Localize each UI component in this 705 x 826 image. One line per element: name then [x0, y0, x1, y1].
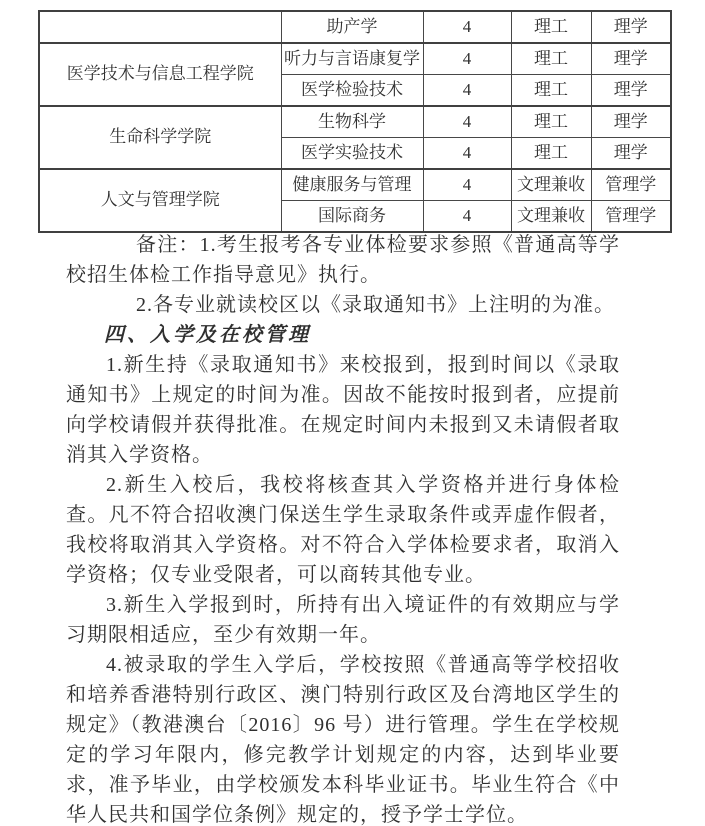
major-cell: 健康服务与管理 — [281, 169, 423, 201]
years-cell: 4 — [423, 138, 511, 170]
degree-cell: 理学 — [591, 11, 671, 43]
major-cell: 医学实验技术 — [281, 138, 423, 170]
table-row — [39, 43, 671, 75]
table-row — [39, 106, 671, 138]
years-cell: 4 — [423, 106, 511, 138]
major-cell: 生物科学 — [281, 106, 423, 138]
subject-cell: 理工 — [511, 106, 591, 138]
subject-cell: 文理兼收 — [511, 169, 591, 201]
college-cell: 人文与管理学院 — [39, 169, 281, 232]
major-cell: 听力与言语康复学 — [281, 43, 423, 75]
college-cell: 生命科学学院 — [39, 106, 281, 169]
major-cell: 国际商务 — [281, 201, 423, 233]
document-body — [66, 230, 620, 826]
years-cell: 4 — [423, 169, 511, 201]
section-heading: 四、入学及在校管理 — [104, 324, 311, 346]
note-paragraph-1: 备注：1.考生报考各专业体检要求参照《普通高等学校招生体检工作指导意见》执行。 — [66, 234, 620, 286]
degree-cell: 理学 — [591, 106, 671, 138]
table-row — [39, 169, 671, 201]
paragraph-2: 2.新生入校后，我校将核查其入学资格并进行身体检查。凡不符合招收澳门保送生学生录取条件或弄虚作假者，我校将取消其入学资格。对不符合入学体检要求者，取消入学资格；仅专业受限者，可以商转其他专业。 — [66, 474, 620, 586]
college-cell: 医学技术与信息工程学院 — [39, 43, 281, 106]
subject-cell: 理工 — [511, 43, 591, 75]
major-cell: 助产学 — [281, 11, 423, 43]
major-cell: 医学检验技术 — [281, 75, 423, 107]
college-cell — [39, 11, 281, 43]
degree-cell: 管理学 — [591, 169, 671, 201]
subject-cell: 文理兼收 — [511, 201, 591, 233]
subject-cell: 理工 — [511, 138, 591, 170]
degree-cell: 理学 — [591, 43, 671, 75]
degree-cell: 理学 — [591, 75, 671, 107]
degree-cell: 管理学 — [591, 201, 671, 233]
note-paragraph-2: 2.各专业就读校区以《录取通知书》上注明的为准。 — [136, 294, 615, 316]
majors-table — [38, 10, 672, 233]
years-cell: 4 — [423, 11, 511, 43]
subject-cell: 理工 — [511, 11, 591, 43]
subject-cell: 理工 — [511, 75, 591, 107]
years-cell: 4 — [423, 201, 511, 233]
paragraph-4: 4.被录取的学生入学后，学校按照《普通高等学校招收和培养香港特别行政区、澳门特别行政区及台湾地区学生的规定》（教港澳台〔2016〕96 号）进行管理。学生在学校规定的学习年限内，修完教学计划规定的内容，达到毕业要求，准予毕业，由学校颁发本科毕业证书。毕业生符合《中华人民共和国学位条例》规定的，授予学士学位。 — [66, 654, 620, 826]
degree-cell: 理学 — [591, 138, 671, 170]
paragraph-3: 3.新生入学报到时，所持有出入境证件的有效期应与学习期限相适应，至少有效期一年。 — [66, 594, 620, 646]
paragraph-1: 1.新生持《录取通知书》来校报到，报到时间以《录取通知书》上规定的时间为准。因故不能按时报到者，应提前向学校请假并获得批准。在规定时间内未报到又未请假者取消其入学资格。 — [66, 354, 620, 466]
table-row — [39, 11, 671, 43]
years-cell: 4 — [423, 43, 511, 75]
years-cell: 4 — [423, 75, 511, 107]
